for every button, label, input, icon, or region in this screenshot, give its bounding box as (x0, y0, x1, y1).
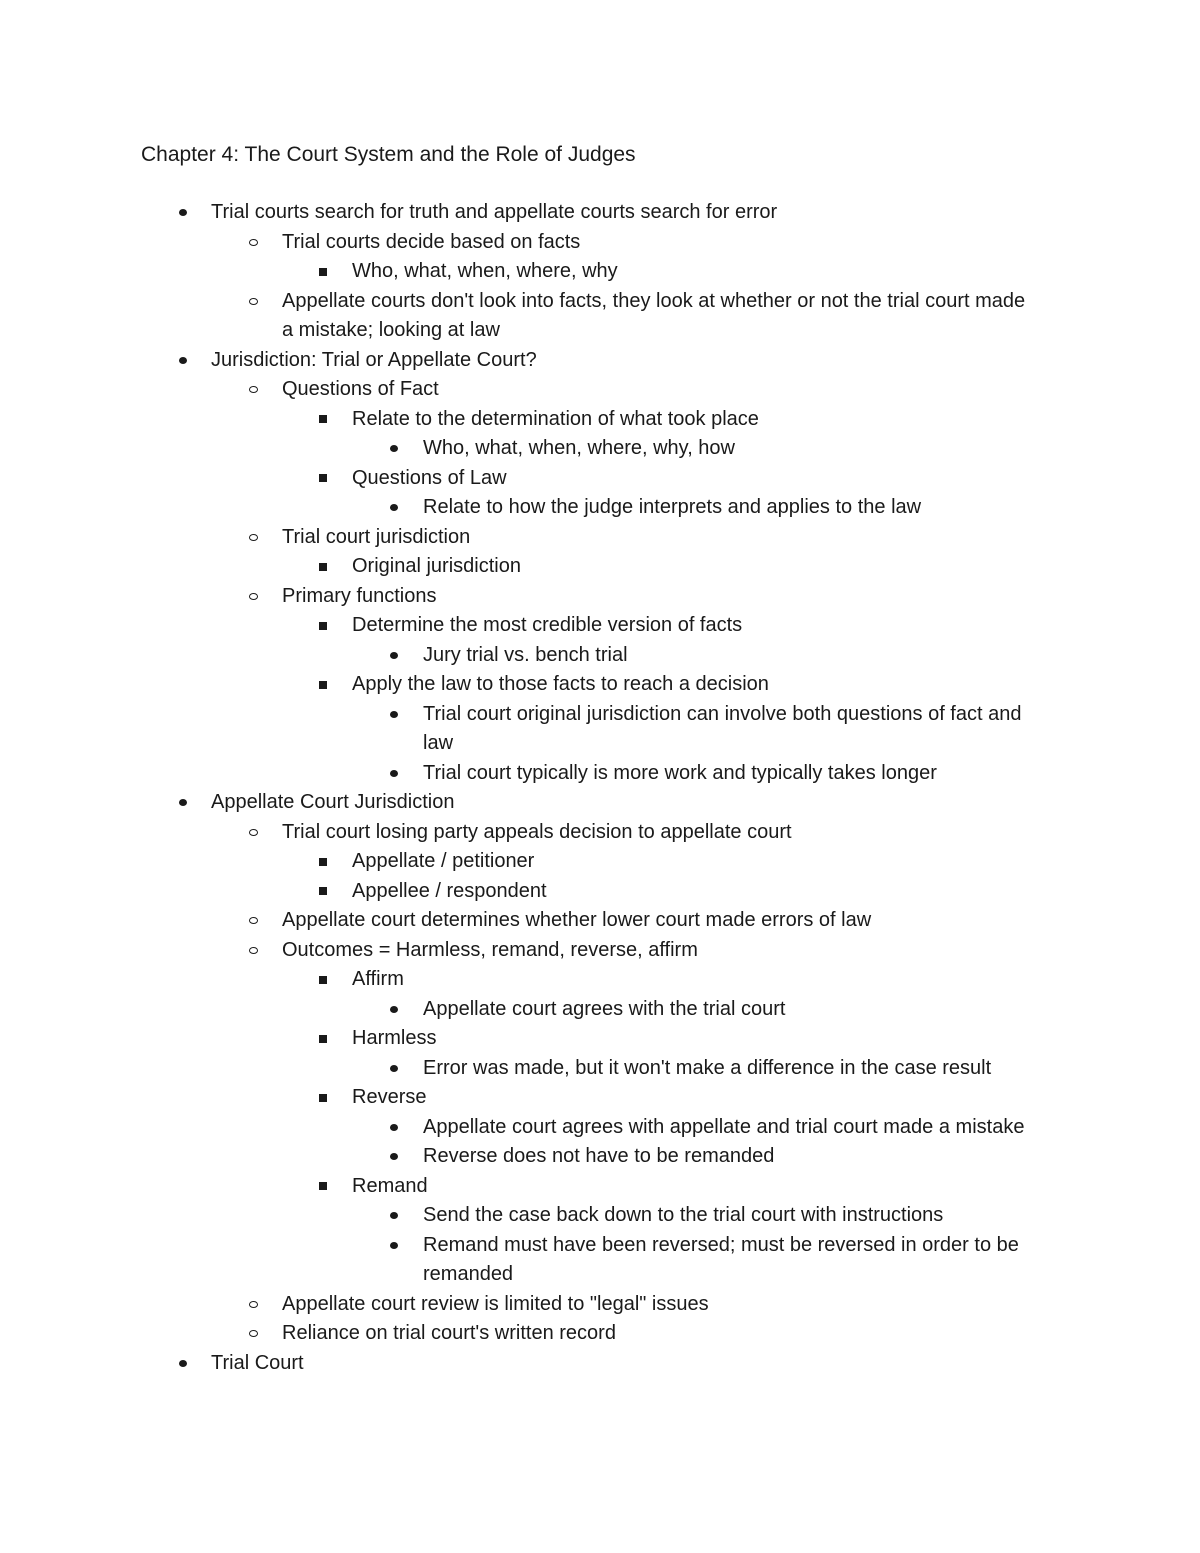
filled-circle-bullet-icon (387, 759, 401, 789)
list-item-level-4 (0, 1231, 1043, 1290)
square-bullet-icon (316, 405, 330, 435)
hollow-circle-bullet-icon (246, 906, 260, 936)
filled-circle-bullet-icon (387, 641, 401, 671)
square-bullet-icon (316, 670, 330, 700)
filled-circle-bullet-icon (387, 700, 401, 730)
hollow-circle-bullet-icon (246, 523, 260, 553)
filled-circle-bullet-icon (387, 434, 401, 464)
list-item-text: Error was made, but it won't make a difference in the case result (423, 1056, 992, 1079)
filled-circle-bullet-icon (176, 1349, 190, 1379)
list-item-text: Determine the most credible version of facts (352, 614, 743, 636)
list-item-text: Appellate court review is limited to "legal" issues (282, 1292, 709, 1315)
list-item-level-4 (0, 1201, 1043, 1231)
square-bullet-icon (316, 257, 330, 287)
filled-circle-bullet-icon (176, 346, 190, 376)
list-item-text: Appellate Court Jurisdiction (211, 791, 455, 813)
list-item-level-3 (0, 847, 1032, 877)
list-item-level-4 (0, 641, 1043, 671)
list-item-level-1 (0, 788, 1031, 818)
list-item-level-2 (0, 906, 1032, 936)
list-item-text: Reverse (352, 1086, 427, 1108)
list-item-level-3 (0, 877, 1032, 907)
filled-circle-bullet-icon (387, 1054, 401, 1084)
page-title: Chapter 4: The Court System and the Role of Judges (141, 143, 636, 166)
list-item-level-2 (0, 582, 1032, 612)
list-item-level-4 (0, 995, 1043, 1025)
square-bullet-icon (316, 1083, 330, 1113)
list-item-level-3 (0, 1172, 1032, 1202)
filled-circle-bullet-icon (387, 493, 401, 523)
list-item-text: Appellate / petitioner (352, 850, 535, 872)
hollow-circle-bullet-icon (246, 582, 260, 612)
hollow-circle-bullet-icon (246, 818, 260, 848)
filled-circle-bullet-icon (387, 1113, 401, 1143)
hollow-circle-bullet-icon (246, 375, 260, 405)
square-bullet-icon (316, 877, 330, 907)
list-item-level-2 (0, 228, 1032, 258)
filled-circle-bullet-icon (387, 995, 401, 1025)
list-item-text: Appellate court determines whether lower court made errors of law (282, 909, 872, 931)
list-item-level-4 (0, 700, 1043, 759)
list-item-level-4 (0, 759, 1043, 789)
hollow-circle-bullet-icon (246, 1319, 260, 1349)
filled-circle-bullet-icon (387, 1201, 401, 1231)
filled-circle-bullet-icon (387, 1231, 401, 1261)
hollow-circle-bullet-icon (246, 936, 260, 966)
list-item-level-1 (0, 346, 1031, 376)
list-item-text: Trial courts decide based on facts (282, 230, 581, 253)
list-item-text: Apply the law to those facts to reach a decision (352, 673, 769, 695)
list-item-level-4 (0, 1142, 1043, 1172)
list-item-text: Affirm (352, 968, 404, 990)
list-item-text: Trial court losing party appeals decision to appellate court (282, 820, 792, 843)
list-item-text: Trial court jurisdiction (282, 525, 471, 548)
list-item-level-1 (0, 1349, 1031, 1379)
list-item-level-3 (0, 552, 1032, 582)
list-item-text: Send the case back down to the trial court with instructions (423, 1204, 944, 1226)
list-item-text: Trial Court (211, 1351, 304, 1374)
list-item-level-3 (0, 611, 1032, 641)
list-item-level-3 (0, 405, 1032, 435)
list-item-level-2 (0, 936, 1032, 966)
list-item-text: Remand must have been reversed; must be reversed in order to be remanded (423, 1233, 1019, 1285)
filled-circle-bullet-icon (176, 788, 190, 818)
square-bullet-icon (316, 611, 330, 641)
square-bullet-icon (316, 552, 330, 582)
list-item-level-2 (0, 818, 1032, 848)
list-item-level-3 (0, 965, 1032, 995)
list-item-level-4 (0, 1054, 1043, 1084)
square-bullet-icon (316, 965, 330, 995)
list-item-level-2 (0, 375, 1032, 405)
list-item-text: Trial court typically is more work and typically takes longer (423, 761, 937, 784)
list-item-text: Reliance on trial court's written record (282, 1322, 616, 1344)
list-item-level-2 (0, 523, 1032, 553)
list-item-level-3 (0, 1083, 1032, 1113)
filled-circle-bullet-icon (387, 1142, 401, 1172)
list-item-level-3 (0, 1024, 1032, 1054)
square-bullet-icon (316, 464, 330, 494)
list-item-text: Who, what, when, where, why, how (423, 437, 735, 459)
list-item-text: Harmless (352, 1027, 437, 1049)
list-item-level-3 (0, 257, 1032, 287)
list-item-text: Questions of Fact (282, 378, 439, 400)
list-item-level-2 (0, 1319, 1032, 1349)
list-item-text: Relate to the determination of what took place (352, 407, 759, 430)
list-item-text: Primary functions (282, 584, 437, 607)
hollow-circle-bullet-icon (246, 228, 260, 258)
list-item-level-2 (0, 287, 1032, 346)
list-item-level-3 (0, 670, 1032, 700)
hollow-circle-bullet-icon (246, 287, 260, 317)
list-item-text: Trial courts search for truth and appellate courts search for error (211, 201, 778, 223)
list-item-text: Original jurisdiction (352, 555, 521, 577)
list-item-level-1 (0, 198, 1031, 228)
list-item-text: Outcomes = Harmless, remand, reverse, affirm (282, 938, 698, 961)
list-item-level-4 (0, 493, 1043, 523)
list-item-level-4 (0, 1113, 1043, 1143)
list-item-text: Questions of Law (352, 466, 507, 489)
list-item-text: Relate to how the judge interprets and applies to the law (423, 496, 922, 518)
filled-circle-bullet-icon (176, 198, 190, 228)
square-bullet-icon (316, 847, 330, 877)
list-item-text: Who, what, when, where, why (352, 260, 618, 282)
list-item-text: Remand (352, 1174, 428, 1197)
hollow-circle-bullet-icon (246, 1290, 260, 1320)
list-item-text: Reverse does not have to be remanded (423, 1145, 775, 1167)
list-item-text: Appellate courts don't look into facts, they look at whether or not the trial court made a mistake; looking at law (282, 289, 1026, 341)
list-item-text: Appellate court agrees with appellate and trial court made a mistake (423, 1115, 1025, 1138)
square-bullet-icon (316, 1172, 330, 1202)
list-item-text: Jurisdiction: Trial or Appellate Court? (211, 348, 537, 371)
bullet-outline (0, 198, 1200, 1378)
list-item-level-2 (0, 1290, 1032, 1320)
square-bullet-icon (316, 1024, 330, 1054)
list-item-text: Appellate court agrees with the trial court (423, 997, 786, 1020)
list-item-level-4 (0, 434, 1043, 464)
list-item-text: Trial court original jurisdiction can involve both questions of fact and law (423, 702, 1022, 754)
list-item-level-3 (0, 464, 1032, 494)
list-item-text: Jury trial vs. bench trial (423, 643, 628, 666)
list-item-text: Appellee / respondent (352, 879, 547, 902)
